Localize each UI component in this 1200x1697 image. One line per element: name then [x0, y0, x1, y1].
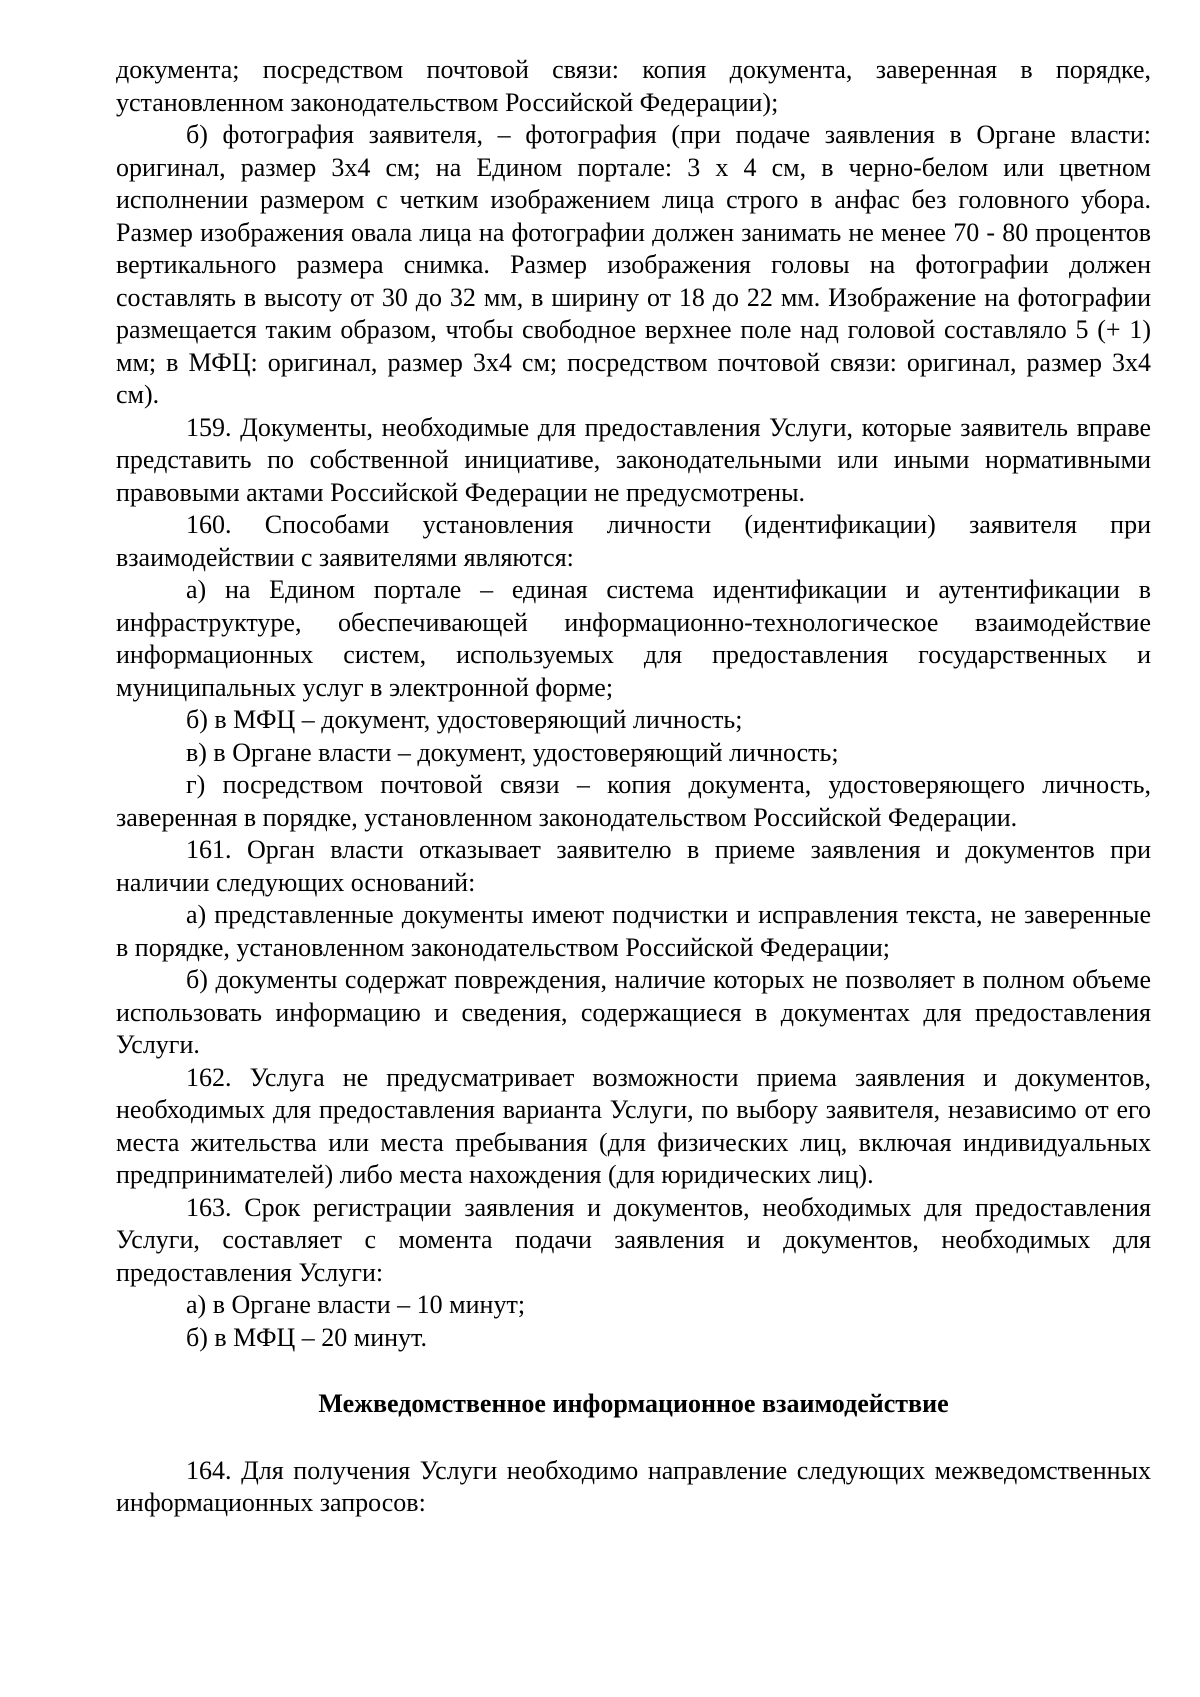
- paragraph-164: 164. Для получения Услуги необходимо направление следующих межведомственных информационных запросов:: [116, 1455, 1151, 1517]
- paragraph-161: 161. Орган власти отказывает заявителю в приеме заявления и документов при наличии следующих оснований:: [116, 835, 1151, 897]
- paragraph-163-b: б) в МФЦ – 20 минут.: [186, 1322, 427, 1352]
- paragraph-160: 160. Способами установления личности (идентификации) заявителя при взаимодействии с заявителями являются:: [116, 510, 1151, 572]
- paragraph-162: 162. Услуга не предусматривает возможности приема заявления и документов, необходимых для предоставления варианта Услуги, по выбору заявителя, независимо от его места жительства или места пребывания (для физических лиц, включая индивидуальных предпринимателей) либо места нахождения (для юридических лиц).: [116, 1062, 1151, 1189]
- document-page: [116, 54, 1151, 1520]
- paragraph-163-a: а) в Органе власти – 10 минут;: [186, 1290, 526, 1319]
- paragraph-continuation: документа; посредством почтовой связи: копия документа, заверенная в порядке, установленном законодательством Российской Федерации);: [116, 55, 1151, 117]
- paragraph-161-a: а) представленные документы имеют подчистки и исправления текста, не заверенные в порядке, установленном законодательством Российской Федерации;: [116, 900, 1151, 962]
- paragraph-160-b: б) в МФЦ – документ, удостоверяющий личность;: [186, 705, 743, 734]
- paragraph-160-v: в) в Органе власти – документ, удостоверяющий личность;: [186, 737, 839, 767]
- section-heading: Межведомственное информационное взаимодействие: [318, 1389, 949, 1418]
- paragraph-159: 159. Документы, необходимые для предоставления Услуги, которые заявитель вправе представить по собственной инициативе, законодательными или иными нормативными правовыми актами Российской Федерации не предусмотрены.: [116, 412, 1151, 507]
- paragraph-160-a: а) на Едином портале – единая система идентификации и аутентификации в инфраструктуре, обеспечивающей информационно-технологическое взаимодействие информационных систем, используемых для предоставления государственных и муниципальных услуг в электронной форме;: [116, 575, 1151, 702]
- paragraph-160-g: г) посредством почтовой связи – копия документа, удостоверяющего личность, заверенная в порядке, установленном законодательством Российской Федерации.: [116, 770, 1151, 832]
- paragraph-163: 163. Срок регистрации заявления и документов, необходимых для предоставления Услуги, составляет с момента подачи заявления и документов, необходимых для предоставления Услуги:: [116, 1192, 1151, 1287]
- paragraph-photo-requirements: б) фотография заявителя, – фотография (при подаче заявления в Органе власти: оригинал, размер 3х4 см; на Едином портале: 3 х 4 см, в черно-белом или цветном исполнении размером с четким изображением лица строго в анфас без головного убора. Размер изображения овала лица на фотографии должен занимать не менее 70 - 80 процентов вертикального размера снимка. Размер изображения головы на фотографии должен составлять в высоту от 30 до 32 мм, в ширину от 18 до 22 мм. Изображение на фотографии размещается таким образом, чтобы свободное верхнее поле над головой составляло 5 (+ 1) мм; в МФЦ: оригинал, размер 3х4 см; посредством почтовой связи: оригинал, размер 3х4 см).: [116, 120, 1151, 409]
- paragraph-161-b: б) документы содержат повреждения, наличие которых не позволяет в полном объеме использовать информацию и сведения, содержащиеся в документах для предоставления Услуги.: [116, 965, 1151, 1059]
